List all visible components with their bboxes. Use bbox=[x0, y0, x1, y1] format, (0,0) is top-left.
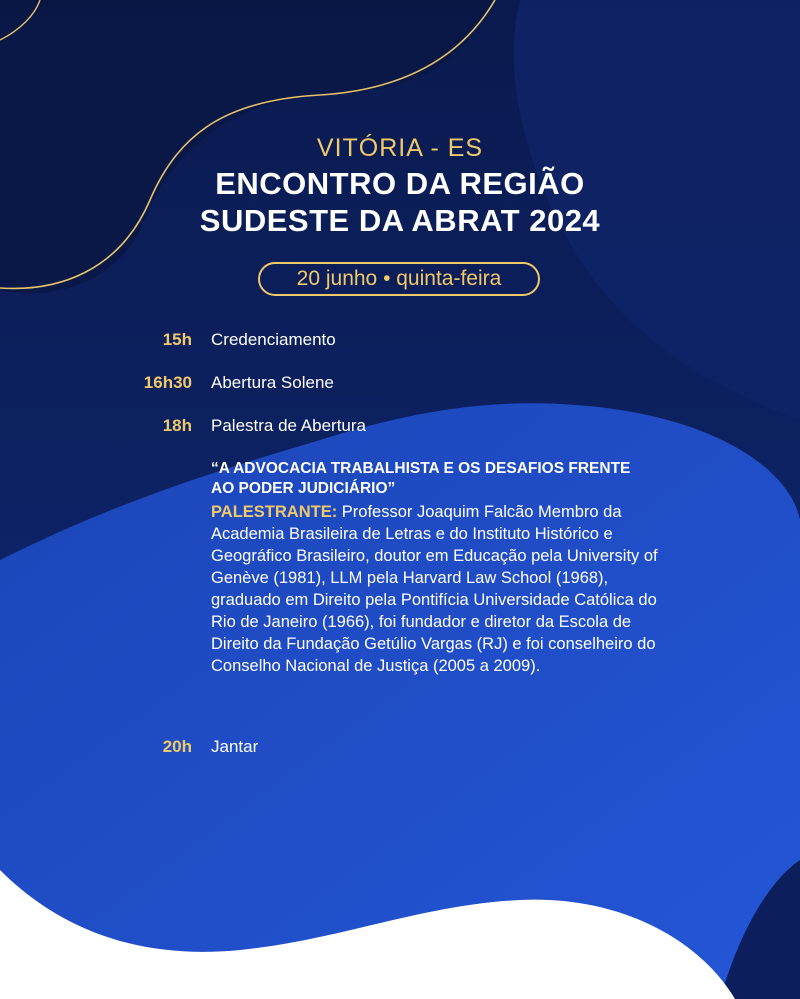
event-title-line1: ENCONTRO DA REGIÃO bbox=[215, 166, 585, 201]
event-title-line2: SUDESTE DA ABRAT 2024 bbox=[199, 203, 601, 238]
schedule-label: Abertura Solene bbox=[211, 373, 334, 392]
schedule-label: Credenciamento bbox=[211, 330, 336, 349]
schedule-label: Palestra de Abertura bbox=[211, 416, 366, 435]
schedule-label: Jantar bbox=[211, 737, 259, 756]
event-city: VITÓRIA - ES bbox=[316, 134, 484, 162]
speaker-label: PALESTRANTE: bbox=[211, 503, 338, 521]
event-date-badge: 20 junho • quinta-feira bbox=[258, 262, 540, 296]
schedule-time: 16h30 bbox=[143, 373, 192, 392]
talk-title: “A ADVOCACIA TRABALHISTA E OS DESAFIOS FRENTE AO PODER JUDICIÁRIO” bbox=[211, 460, 631, 497]
speaker-bio-block bbox=[211, 501, 661, 677]
schedule-time: 15h bbox=[162, 330, 192, 349]
schedule-time: 18h bbox=[162, 416, 192, 435]
speaker-bio: Professor Joaquim Falcão Membro da Academia Brasileira de Letras e do Instituto Histórico e Geográfico Brasileiro, doutor em Educação pela University of Genève (1981), LLM pela Harvard Law School (1968), graduado em Direito pela Pontifícia Universidade Católica do Rio de Janeiro (1966), foi fundador e diretor da Escola de Direito da Fundação Getúlio Vargas (RJ) e foi conselheiro do Conselho Nacional de Justiça (2005 a 2009). bbox=[211, 503, 658, 675]
schedule-time: 20h bbox=[162, 737, 192, 756]
